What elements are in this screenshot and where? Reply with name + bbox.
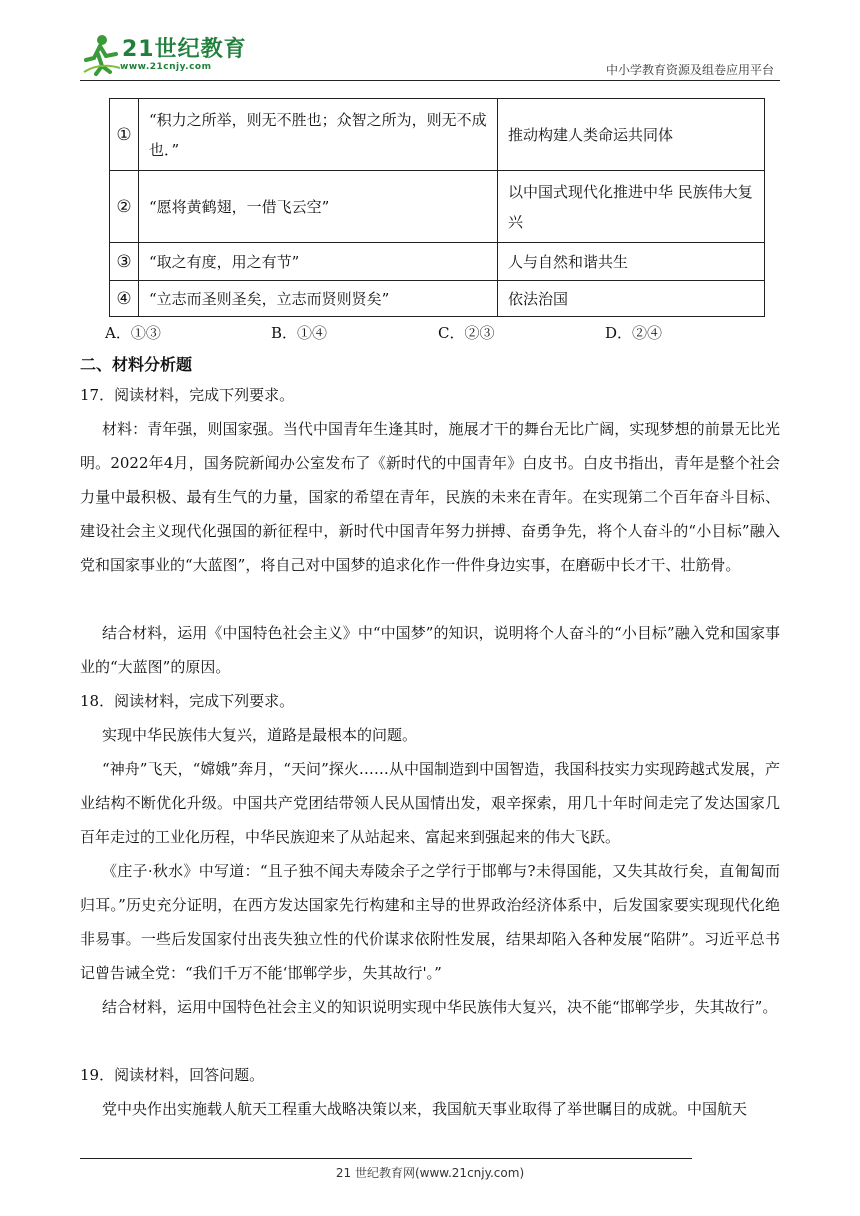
logo-url: www.21cnjy.com <box>120 62 212 72</box>
logo <box>80 32 250 76</box>
quote-cell: “立志而圣则圣矣，立志而贤则贤矣” <box>139 281 498 317</box>
quote-cell: “积力之所举，则无不胜也；众智之所为，则无不成也．” <box>139 99 498 171</box>
q18-paragraph: 实现中华民族伟大复兴，道路是最根本的问题。 <box>102 726 418 744</box>
logo-text: 21世纪教育 <box>122 37 247 62</box>
choice-a[interactable]: A．①③ <box>105 324 161 342</box>
quote-cell: “取之有度，用之有节” <box>139 243 498 281</box>
q17-question: 结合材料，运用《中国特色社会主义》中“中国梦”的知识，说明将个人奋斗的“小目标”融入党和国家事业的“大蓝图”的原因。 <box>80 624 780 676</box>
meaning-cell: 以中国式现代化推进中华 民族伟大复兴 <box>498 171 765 243</box>
meaning-cell: 人与自然和谐共生 <box>498 243 765 281</box>
q18-paragraph: “神舟”飞天，“嫦娥”奔月，“天问”探火……从中国制造到中国智造，我国科技实力实现跨越式发展，产业结构不断优化升级。中国共产党团结带领人民从国情出发，艰辛探索，用几十年时间走完了发达国家几百年走过的工业化历程，中华民族迎来了从站起来、富起来到强起来的伟大飞跃。 <box>80 760 780 846</box>
meaning-cell: 依法治国 <box>498 281 765 317</box>
row-number: ④ <box>110 281 139 317</box>
q18-paragraph: 《庄子·秋水》中写道：“且子独不闻夫寿陵余子之学行于邯郸与?未得国能，又失其故行矣，直匍匐而归耳。”历史充分证明，在西方发达国家先行构建和主导的世界政治经济体系中，后发国家要实现现代化绝非易事。一些后发国家付出丧失独立性的代价谋求依附性发展，结果却陷入各种发展“陷阱”。习近平总书记曾告诫全党：“我们千万不能‘邯郸学步，失其故行'。” <box>80 862 780 982</box>
table-row <box>110 243 765 281</box>
page-header <box>80 28 780 81</box>
row-number: ③ <box>110 243 139 281</box>
choice-b[interactable]: B．①④ <box>271 324 328 342</box>
footer-divider <box>80 1158 692 1159</box>
options-table <box>109 98 765 317</box>
q18-title: 18．阅读材料，完成下列要求。 <box>80 692 295 710</box>
answer-choices <box>105 322 705 346</box>
table-row <box>110 281 765 317</box>
table-row <box>110 171 765 243</box>
runner-logo-icon <box>80 32 124 76</box>
quote-cell: “愿将黄鹤翅，一借飞云空” <box>139 171 498 243</box>
table-row <box>110 99 765 171</box>
q18-question: 结合材料，运用中国特色社会主义的知识说明实现中华民族伟大复兴，决不能“邯郸学步，失其故行”。 <box>102 998 778 1016</box>
meaning-cell: 推动构建人类命运共同体 <box>498 99 765 171</box>
row-number: ② <box>110 171 139 243</box>
choice-c[interactable]: C．②③ <box>438 324 495 342</box>
section-title: 二、材料分析题 <box>80 355 193 374</box>
choice-d[interactable]: D．②④ <box>605 324 663 342</box>
platform-name: 中小学教育资源及组卷应用平台 <box>605 63 774 77</box>
q19-title: 19．阅读材料，回答问题。 <box>80 1066 265 1084</box>
row-number: ① <box>110 99 139 171</box>
q19-paragraph: 党中央作出实施载人航天工程重大战略决策以来，我国航天事业取得了举世瞩目的成就。中国航天 <box>102 1100 748 1118</box>
q17-material: 材料：青年强，则国家强。当代中国青年生逢其时，施展才干的舞台无比广阔，实现梦想的前景无比光明。2022年4月，国务院新闻办公室发布了《新时代的中国青年》白皮书。白皮书指出，青年是整个社会力量中最积极、最有生气的力量，国家的希望在青年，民族的未来在青年。在实现第二个百年奋斗目标、建设社会主义现代化强国的新征程中，新时代中国青年努力拼搏、奋勇争先，将个人奋斗的“小目标”融入党和国家事业的“大蓝图”，将自己对中国梦的追求化作一件件身边实事，在磨砺中长才干、壮筋骨。 <box>80 420 780 574</box>
page-footer: 21 世纪教育网(www.21cnjy.com) <box>335 1166 525 1180</box>
q17-title: 17．阅读材料，完成下列要求。 <box>80 386 295 404</box>
